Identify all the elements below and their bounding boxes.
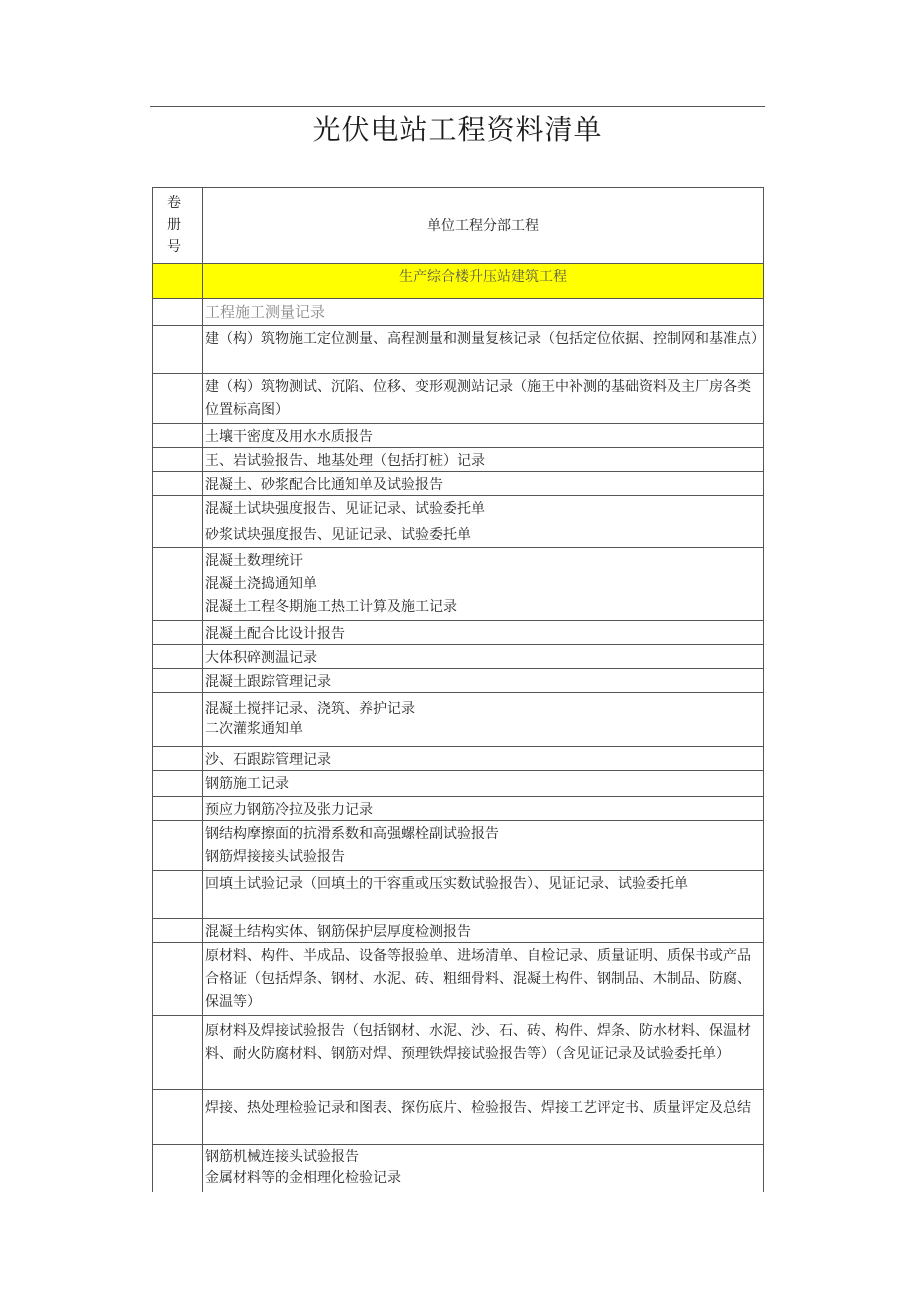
section-label: 生产综合楼升压站建筑工程 xyxy=(399,269,567,285)
row-line: 混凝土试块强度报告、见证记录、试验委托单 xyxy=(205,501,485,517)
table-row xyxy=(153,496,763,548)
row-line: 二次灌浆通知单 xyxy=(205,721,303,737)
volume-cell xyxy=(153,871,203,918)
subsection-volume-cell xyxy=(153,299,203,325)
table-row xyxy=(153,326,763,374)
volume-cell xyxy=(153,747,203,770)
row-line: 混凝土搅拌记录、浇筑、养护记录 xyxy=(205,701,415,717)
row-text xyxy=(203,693,763,746)
row-text xyxy=(203,1016,763,1089)
volume-cell xyxy=(153,1016,203,1089)
table-row xyxy=(153,797,763,821)
subsection-label: 工程施工测量记录 xyxy=(205,303,326,321)
volume-cell xyxy=(153,1090,203,1144)
row-line: 混凝土工程冬期施工热工计算及施工记录 xyxy=(205,599,457,615)
row-text xyxy=(203,496,763,547)
table-row xyxy=(153,943,763,1016)
volume-cell xyxy=(153,693,203,746)
row-line: 沙、石跟踪管理记录 xyxy=(205,752,331,768)
row-line: 大体积碎测温记录 xyxy=(205,650,317,666)
volume-cell xyxy=(153,821,203,870)
row-text xyxy=(203,747,763,770)
volume-cell xyxy=(153,645,203,668)
row-line: 王、岩试验报告、地基处理（包括打桩）记录 xyxy=(205,453,485,469)
table-row xyxy=(153,424,763,448)
row-line: 混凝土浇捣通知单 xyxy=(205,576,317,592)
volume-cell xyxy=(153,472,203,495)
table-header-row xyxy=(153,188,763,264)
document-table xyxy=(152,187,764,1192)
row-line: 原材料及焊接试验报告（包括钢材、水泥、沙、石、砖、构件、焊条、防水材料、保温材料、耐火防腐材料、钢筋对焊、预理铁焊接试验报告等）（含见证记录及试验委托单） xyxy=(205,1023,751,1062)
table-row xyxy=(153,472,763,496)
row-text xyxy=(203,1145,763,1192)
row-text xyxy=(203,374,763,423)
volume-cell xyxy=(153,1145,203,1192)
row-line: 金属材料等的金相理化检验记录 xyxy=(205,1170,401,1186)
table-row xyxy=(153,821,763,871)
row-line: 混凝土数理统讦 xyxy=(205,553,303,569)
volume-cell xyxy=(153,374,203,423)
row-line: 焊接、热处理检验记录和图表、探伤底片、检验报告、焊接工艺评定书、质量评定及总结 xyxy=(205,1100,751,1116)
row-line: 钢筋施工记录 xyxy=(205,776,289,792)
volume-cell xyxy=(153,797,203,820)
row-text xyxy=(203,943,763,1015)
row-line: 钢筋焊接接头试验报告 xyxy=(205,849,345,865)
volume-cell xyxy=(153,548,203,620)
table-row xyxy=(153,448,763,472)
volume-cell xyxy=(153,771,203,796)
row-line: 砂浆试块强度报告、见证记录、试验委托单 xyxy=(205,527,471,543)
volume-cell xyxy=(153,669,203,692)
row-line: 土壤干密度及用水水质报告 xyxy=(205,429,373,445)
table-row xyxy=(153,548,763,621)
table-row xyxy=(153,771,763,797)
row-text xyxy=(203,1090,763,1144)
row-text xyxy=(203,645,763,668)
volume-cell xyxy=(153,621,203,644)
row-line: 钢结构摩擦面的抗滑系数和高强螺栓副试验报告 xyxy=(205,826,499,842)
row-text xyxy=(203,424,763,447)
row-line: 混凝土结构实体、钢筋保护层厚度检测报告 xyxy=(205,924,471,940)
row-line: 回填土试验记录（回填土的干容重或压实数试验报告）、见证记录、试验委托单 xyxy=(205,876,688,892)
row-line: 建（构）筑物施工定位测量、高程测量和测量复核记录（包括定位依据、控制网和基准点） xyxy=(205,331,765,347)
row-text xyxy=(203,548,763,620)
subsection-row xyxy=(153,299,763,326)
table-row xyxy=(153,374,763,424)
table-row xyxy=(153,669,763,693)
row-line: 预应力钢筋冷拉及张力记录 xyxy=(205,802,373,818)
top-rule xyxy=(150,106,765,107)
unit-header-label: 单位工程分部工程 xyxy=(427,218,539,234)
table-row xyxy=(153,919,763,943)
table-row xyxy=(153,1090,763,1145)
row-line: 建（构）筑物测试、沉陷、位移、变形观测站记录（施王中补测的基础资料及主厂房各类位置标高图） xyxy=(205,379,751,418)
row-line: 钢筋机械连接头试验报告 xyxy=(205,1149,359,1165)
table-row xyxy=(153,693,763,747)
volume-no-header: 卷册号 xyxy=(153,188,203,263)
table-row xyxy=(153,871,763,919)
volume-cell xyxy=(153,919,203,942)
page-title: 光伏电站工程资料清单 xyxy=(312,113,603,146)
table-row xyxy=(153,1145,763,1192)
row-line: 原材料、构件、半成品、设备等报验单、进场清单、自检记录、质量证明、质保书或产品合格证（包括焊条、钢材、水泥、砖、粗细骨料、混凝土构件、钢制品、木制品、防腐、保温等） xyxy=(205,948,751,1010)
row-line: 混凝土跟踪管理记录 xyxy=(205,674,331,690)
row-text xyxy=(203,821,763,870)
table-row xyxy=(153,621,763,645)
section-volume-cell xyxy=(153,264,203,298)
row-line: 混凝土、砂浆配合比通知单及试验报告 xyxy=(205,477,443,493)
row-text xyxy=(203,669,763,692)
row-text xyxy=(203,448,763,471)
row-text xyxy=(203,771,763,796)
row-text xyxy=(203,797,763,820)
volume-cell xyxy=(153,943,203,1015)
section-row xyxy=(153,264,763,299)
row-text xyxy=(203,621,763,644)
row-text xyxy=(203,871,763,918)
row-text xyxy=(203,472,763,495)
table-row xyxy=(153,1016,763,1090)
volume-cell xyxy=(153,326,203,373)
table-row xyxy=(153,747,763,771)
table-row xyxy=(153,645,763,669)
volume-cell xyxy=(153,496,203,547)
row-text xyxy=(203,326,763,373)
row-line: 混凝土配合比设计报告 xyxy=(205,626,345,642)
volume-cell xyxy=(153,424,203,447)
unit-header xyxy=(203,188,763,263)
volume-cell xyxy=(153,448,203,471)
row-text xyxy=(203,919,763,942)
